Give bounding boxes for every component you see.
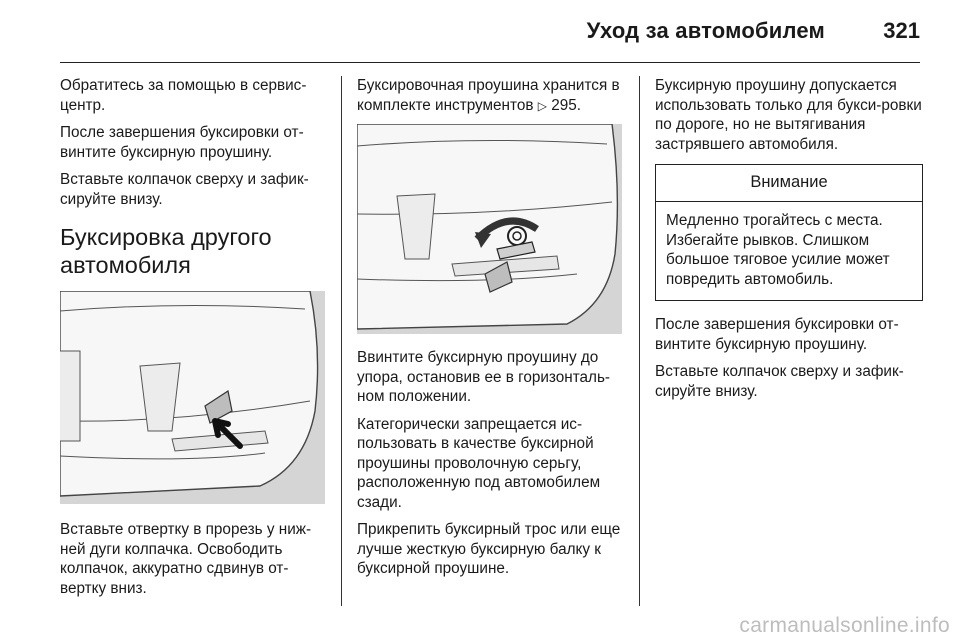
paragraph: Прикрепить буксирный трос или еще лучше жесткую буксирную балку к буксирной проушине.: [357, 521, 621, 577]
watermark: carmanualsonline.info: [739, 614, 950, 637]
paragraph-text: Буксировочная проушина хранится в комплекте инструментов: [357, 77, 620, 114]
paragraph: Вставьте отвертку в прорезь у ниж-ней дуги колпачка. Освободить колпачок, аккуратно сдвинув от-вертку вниз.: [60, 521, 312, 597]
paragraph: Обратитесь за помощью в сервис-центр.: [60, 77, 307, 114]
column-1: [60, 76, 325, 606]
towing-eye-illustration: [357, 124, 622, 334]
paragraph: Вставьте колпачок сверху и зафик-сируйте внизу.: [60, 171, 309, 208]
caution-title: Внимание: [656, 165, 922, 202]
caution-body: [656, 202, 922, 300]
paragraph: [357, 76, 627, 116]
paragraph: Ввинтите буксирную проушину до упора, остановив ее в горизонталь-ном положении.: [357, 349, 611, 405]
bumper-cap-illustration: [60, 291, 325, 504]
page-title: Уход за автомобилем: [586, 18, 825, 43]
caution-text: Медленно трогайтесь с места. Избегайте рывков. Слишком большое тяговое усилие может повредить автомобиль.: [666, 212, 890, 288]
paragraph: Категорически запрещается ис-пользовать в качестве буксирной проушины проволочную серьгу, расположенную под автомобилем сзади.: [357, 415, 601, 511]
paragraph: После завершения буксировки от-винтите буксирную проушину.: [60, 124, 304, 161]
caution-box: [655, 164, 923, 301]
paragraph: Вставьте колпачок сверху и зафик-сируйте внизу.: [655, 363, 904, 400]
page-number: 321: [883, 18, 920, 43]
column-3: [655, 76, 923, 409]
page-reference-icon: ▷: [537, 98, 547, 113]
page-header: [60, 0, 920, 63]
page-reference: 295.: [551, 96, 581, 114]
column-divider: [341, 76, 342, 606]
paragraph: После завершения буксировки от-винтите буксирную проушину.: [655, 316, 899, 353]
column-2: [357, 76, 627, 587]
section-heading: Буксировка другого автомобиля: [60, 224, 272, 278]
column-divider: [639, 76, 640, 606]
paragraph: Буксирную проушину допускается использовать только для букси-ровки по дороге, но не вытягивания застрявшего автомобиля.: [655, 77, 922, 153]
